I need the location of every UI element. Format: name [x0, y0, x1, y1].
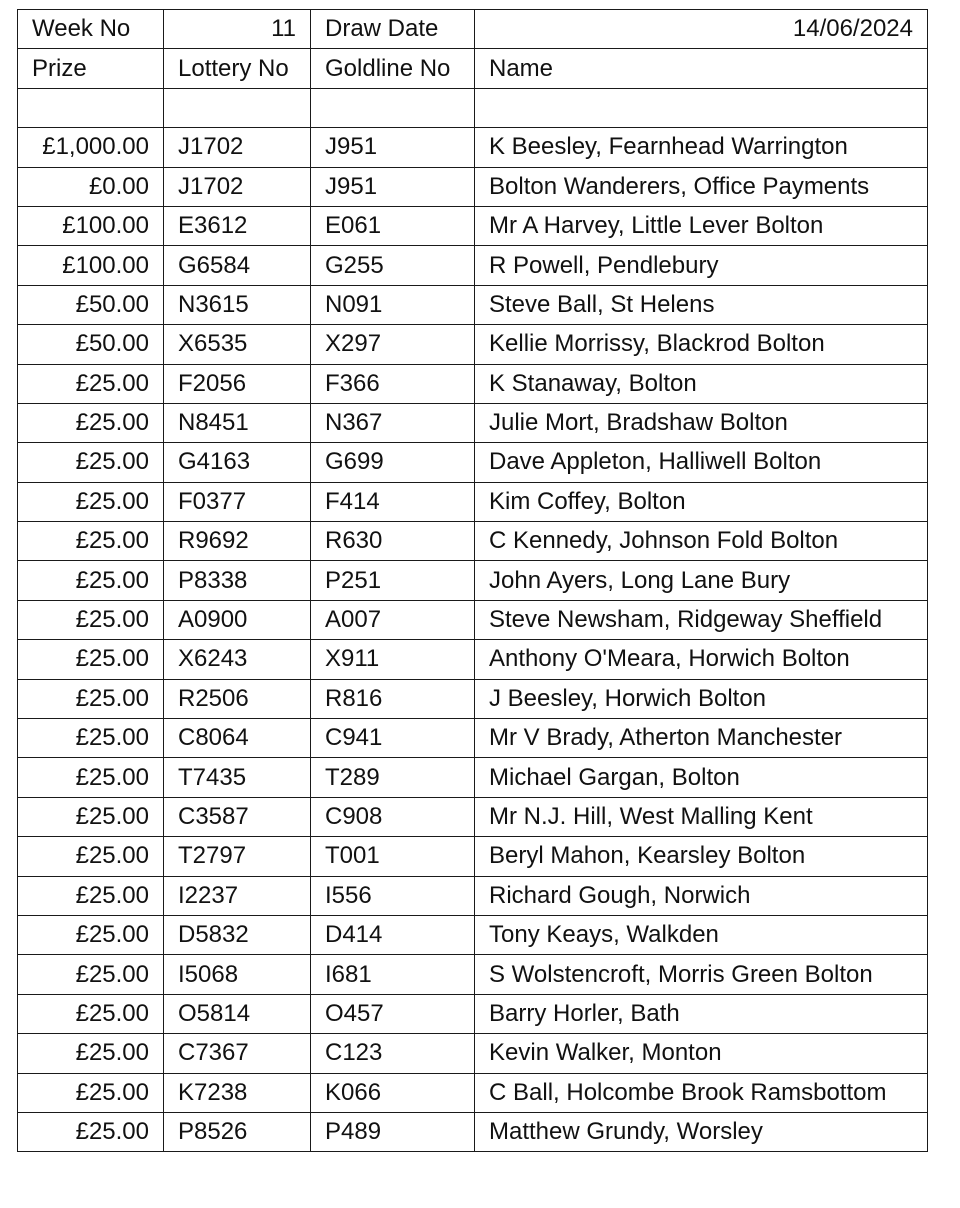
goldline-number-cell: E061: [311, 206, 475, 245]
table-row: [18, 876, 928, 915]
prize-cell: £25.00: [18, 443, 164, 482]
prize-cell: £25.00: [18, 915, 164, 954]
prize-cell: £25.00: [18, 719, 164, 758]
week-value: 11: [164, 10, 311, 49]
prize-cell: £25.00: [18, 679, 164, 718]
winner-name-cell: Barry Horler, Bath: [475, 994, 928, 1033]
table-row: [18, 640, 928, 679]
prize-cell: £25.00: [18, 600, 164, 639]
table-row: [18, 206, 928, 245]
prize-cell: £50.00: [18, 285, 164, 324]
goldline-number-cell: A007: [311, 600, 475, 639]
goldline-number-cell: G699: [311, 443, 475, 482]
prize-cell: £25.00: [18, 364, 164, 403]
prize-cell: £0.00: [18, 167, 164, 206]
goldline-number-cell: C123: [311, 1034, 475, 1073]
table-row: [18, 482, 928, 521]
draw-date-value: 14/06/2024: [475, 10, 928, 49]
table-row: [18, 403, 928, 442]
lottery-number-cell: D5832: [164, 915, 311, 954]
lottery-number-cell: T2797: [164, 837, 311, 876]
winner-name-cell: Kevin Walker, Monton: [475, 1034, 928, 1073]
goldline-number-cell: C908: [311, 797, 475, 836]
table-row: [18, 167, 928, 206]
winner-name-cell: Julie Mort, Bradshaw Bolton: [475, 403, 928, 442]
prize-cell: £25.00: [18, 955, 164, 994]
lottery-number-cell: X6535: [164, 325, 311, 364]
winner-name-cell: Richard Gough, Norwich: [475, 876, 928, 915]
winner-name-cell: C Ball, Holcombe Brook Ramsbottom: [475, 1073, 928, 1112]
goldline-number-cell: T289: [311, 758, 475, 797]
blank-cell: [475, 88, 928, 127]
prize-cell: £25.00: [18, 797, 164, 836]
winner-name-cell: K Beesley, Fearnhead Warrington: [475, 128, 928, 167]
lottery-number-cell: G6584: [164, 246, 311, 285]
table-row: [18, 915, 928, 954]
blank-row: [18, 88, 928, 127]
winner-name-cell: C Kennedy, Johnson Fold Bolton: [475, 522, 928, 561]
prize-cell: £25.00: [18, 876, 164, 915]
goldline-number-cell: I556: [311, 876, 475, 915]
lottery-number-cell: O5814: [164, 994, 311, 1033]
goldline-number-cell: K066: [311, 1073, 475, 1112]
lottery-number-cell: J1702: [164, 128, 311, 167]
week-label: Week No: [18, 10, 164, 49]
lottery-number-cell: I5068: [164, 955, 311, 994]
prize-cell: £1,000.00: [18, 128, 164, 167]
table-row: [18, 1073, 928, 1112]
prize-cell: £25.00: [18, 640, 164, 679]
lottery-number-cell: R2506: [164, 679, 311, 718]
goldline-number-cell: R816: [311, 679, 475, 718]
week-header-row: [18, 10, 928, 49]
draw-date-label: Draw Date: [311, 10, 475, 49]
table-row: [18, 600, 928, 639]
winner-name-cell: Mr V Brady, Atherton Manchester: [475, 719, 928, 758]
goldline-number-cell: F366: [311, 364, 475, 403]
lottery-number-cell: A0900: [164, 600, 311, 639]
prize-cell: £25.00: [18, 837, 164, 876]
lottery-number-cell: C7367: [164, 1034, 311, 1073]
prize-cell: £100.00: [18, 206, 164, 245]
goldline-number-cell: P489: [311, 1112, 475, 1151]
goldline-number-cell: J951: [311, 128, 475, 167]
prize-cell: £25.00: [18, 482, 164, 521]
prize-cell: £25.00: [18, 403, 164, 442]
lottery-number-cell: G4163: [164, 443, 311, 482]
winner-name-cell: R Powell, Pendlebury: [475, 246, 928, 285]
winner-name-cell: Steve Newsham, Ridgeway Sheffield: [475, 600, 928, 639]
lottery-number-cell: N8451: [164, 403, 311, 442]
table-row: [18, 837, 928, 876]
lottery-number-cell: I2237: [164, 876, 311, 915]
prize-cell: £25.00: [18, 1112, 164, 1151]
goldline-number-cell: G255: [311, 246, 475, 285]
table-row: [18, 679, 928, 718]
lottery-number-cell: P8338: [164, 561, 311, 600]
table-row: [18, 246, 928, 285]
table-row: [18, 758, 928, 797]
prize-cell: £100.00: [18, 246, 164, 285]
prize-cell: £25.00: [18, 1073, 164, 1112]
lottery-number-cell: K7238: [164, 1073, 311, 1112]
lottery-number-cell: N3615: [164, 285, 311, 324]
blank-cell: [164, 88, 311, 127]
table-row: [18, 522, 928, 561]
goldline-number-cell: C941: [311, 719, 475, 758]
goldline-number-cell: I681: [311, 955, 475, 994]
winner-name-cell: Mr A Harvey, Little Lever Bolton: [475, 206, 928, 245]
prize-cell: £25.00: [18, 994, 164, 1033]
winner-name-cell: Michael Gargan, Bolton: [475, 758, 928, 797]
lottery-number-cell: F0377: [164, 482, 311, 521]
lottery-number-cell: T7435: [164, 758, 311, 797]
winner-name-cell: Mr N.J. Hill, West Malling Kent: [475, 797, 928, 836]
lottery-number-cell: J1702: [164, 167, 311, 206]
results-body: [18, 10, 928, 1152]
goldline-number-cell: P251: [311, 561, 475, 600]
lottery-number-cell: P8526: [164, 1112, 311, 1151]
winner-name-cell: Dave Appleton, Halliwell Bolton: [475, 443, 928, 482]
table-row: [18, 364, 928, 403]
goldline-number-cell: T001: [311, 837, 475, 876]
prize-cell: £25.00: [18, 1034, 164, 1073]
goldline-number-cell: J951: [311, 167, 475, 206]
table-row: [18, 797, 928, 836]
prize-cell: £25.00: [18, 522, 164, 561]
goldline-number-cell: D414: [311, 915, 475, 954]
winner-name-cell: J Beesley, Horwich Bolton: [475, 679, 928, 718]
goldline-column-header: Goldline No: [311, 49, 475, 88]
lottery-number-cell: R9692: [164, 522, 311, 561]
winner-name-cell: John Ayers, Long Lane Bury: [475, 561, 928, 600]
winner-name-cell: Beryl Mahon, Kearsley Bolton: [475, 837, 928, 876]
prize-column-header: Prize: [18, 49, 164, 88]
winner-name-cell: K Stanaway, Bolton: [475, 364, 928, 403]
table-row: [18, 443, 928, 482]
lottery-number-cell: E3612: [164, 206, 311, 245]
table-row: [18, 325, 928, 364]
blank-cell: [18, 88, 164, 127]
table-row: [18, 1034, 928, 1073]
goldline-number-cell: O457: [311, 994, 475, 1033]
winner-name-cell: Tony Keays, Walkden: [475, 915, 928, 954]
winner-name-cell: Kellie Morrissy, Blackrod Bolton: [475, 325, 928, 364]
table-row: [18, 719, 928, 758]
prize-cell: £50.00: [18, 325, 164, 364]
table-row: [18, 561, 928, 600]
winner-name-cell: Kim Coffey, Bolton: [475, 482, 928, 521]
winner-name-cell: S Wolstencroft, Morris Green Bolton: [475, 955, 928, 994]
table-row: [18, 1112, 928, 1151]
prize-cell: £25.00: [18, 758, 164, 797]
lottery-number-cell: F2056: [164, 364, 311, 403]
results-table: [17, 9, 928, 1152]
table-row: [18, 994, 928, 1033]
goldline-number-cell: F414: [311, 482, 475, 521]
goldline-number-cell: R630: [311, 522, 475, 561]
lottery-column-header: Lottery No: [164, 49, 311, 88]
goldline-number-cell: X297: [311, 325, 475, 364]
name-column-header: Name: [475, 49, 928, 88]
winner-name-cell: Anthony O'Meara, Horwich Bolton: [475, 640, 928, 679]
winner-name-cell: Bolton Wanderers, Office Payments: [475, 167, 928, 206]
goldline-number-cell: X911: [311, 640, 475, 679]
goldline-number-cell: N367: [311, 403, 475, 442]
table-row: [18, 128, 928, 167]
goldline-number-cell: N091: [311, 285, 475, 324]
lottery-number-cell: C8064: [164, 719, 311, 758]
lottery-number-cell: X6243: [164, 640, 311, 679]
winner-name-cell: Matthew Grundy, Worsley: [475, 1112, 928, 1151]
table-row: [18, 285, 928, 324]
column-header-row: [18, 49, 928, 88]
prize-cell: £25.00: [18, 561, 164, 600]
blank-cell: [311, 88, 475, 127]
lottery-number-cell: C3587: [164, 797, 311, 836]
table-row: [18, 955, 928, 994]
winner-name-cell: Steve Ball, St Helens: [475, 285, 928, 324]
